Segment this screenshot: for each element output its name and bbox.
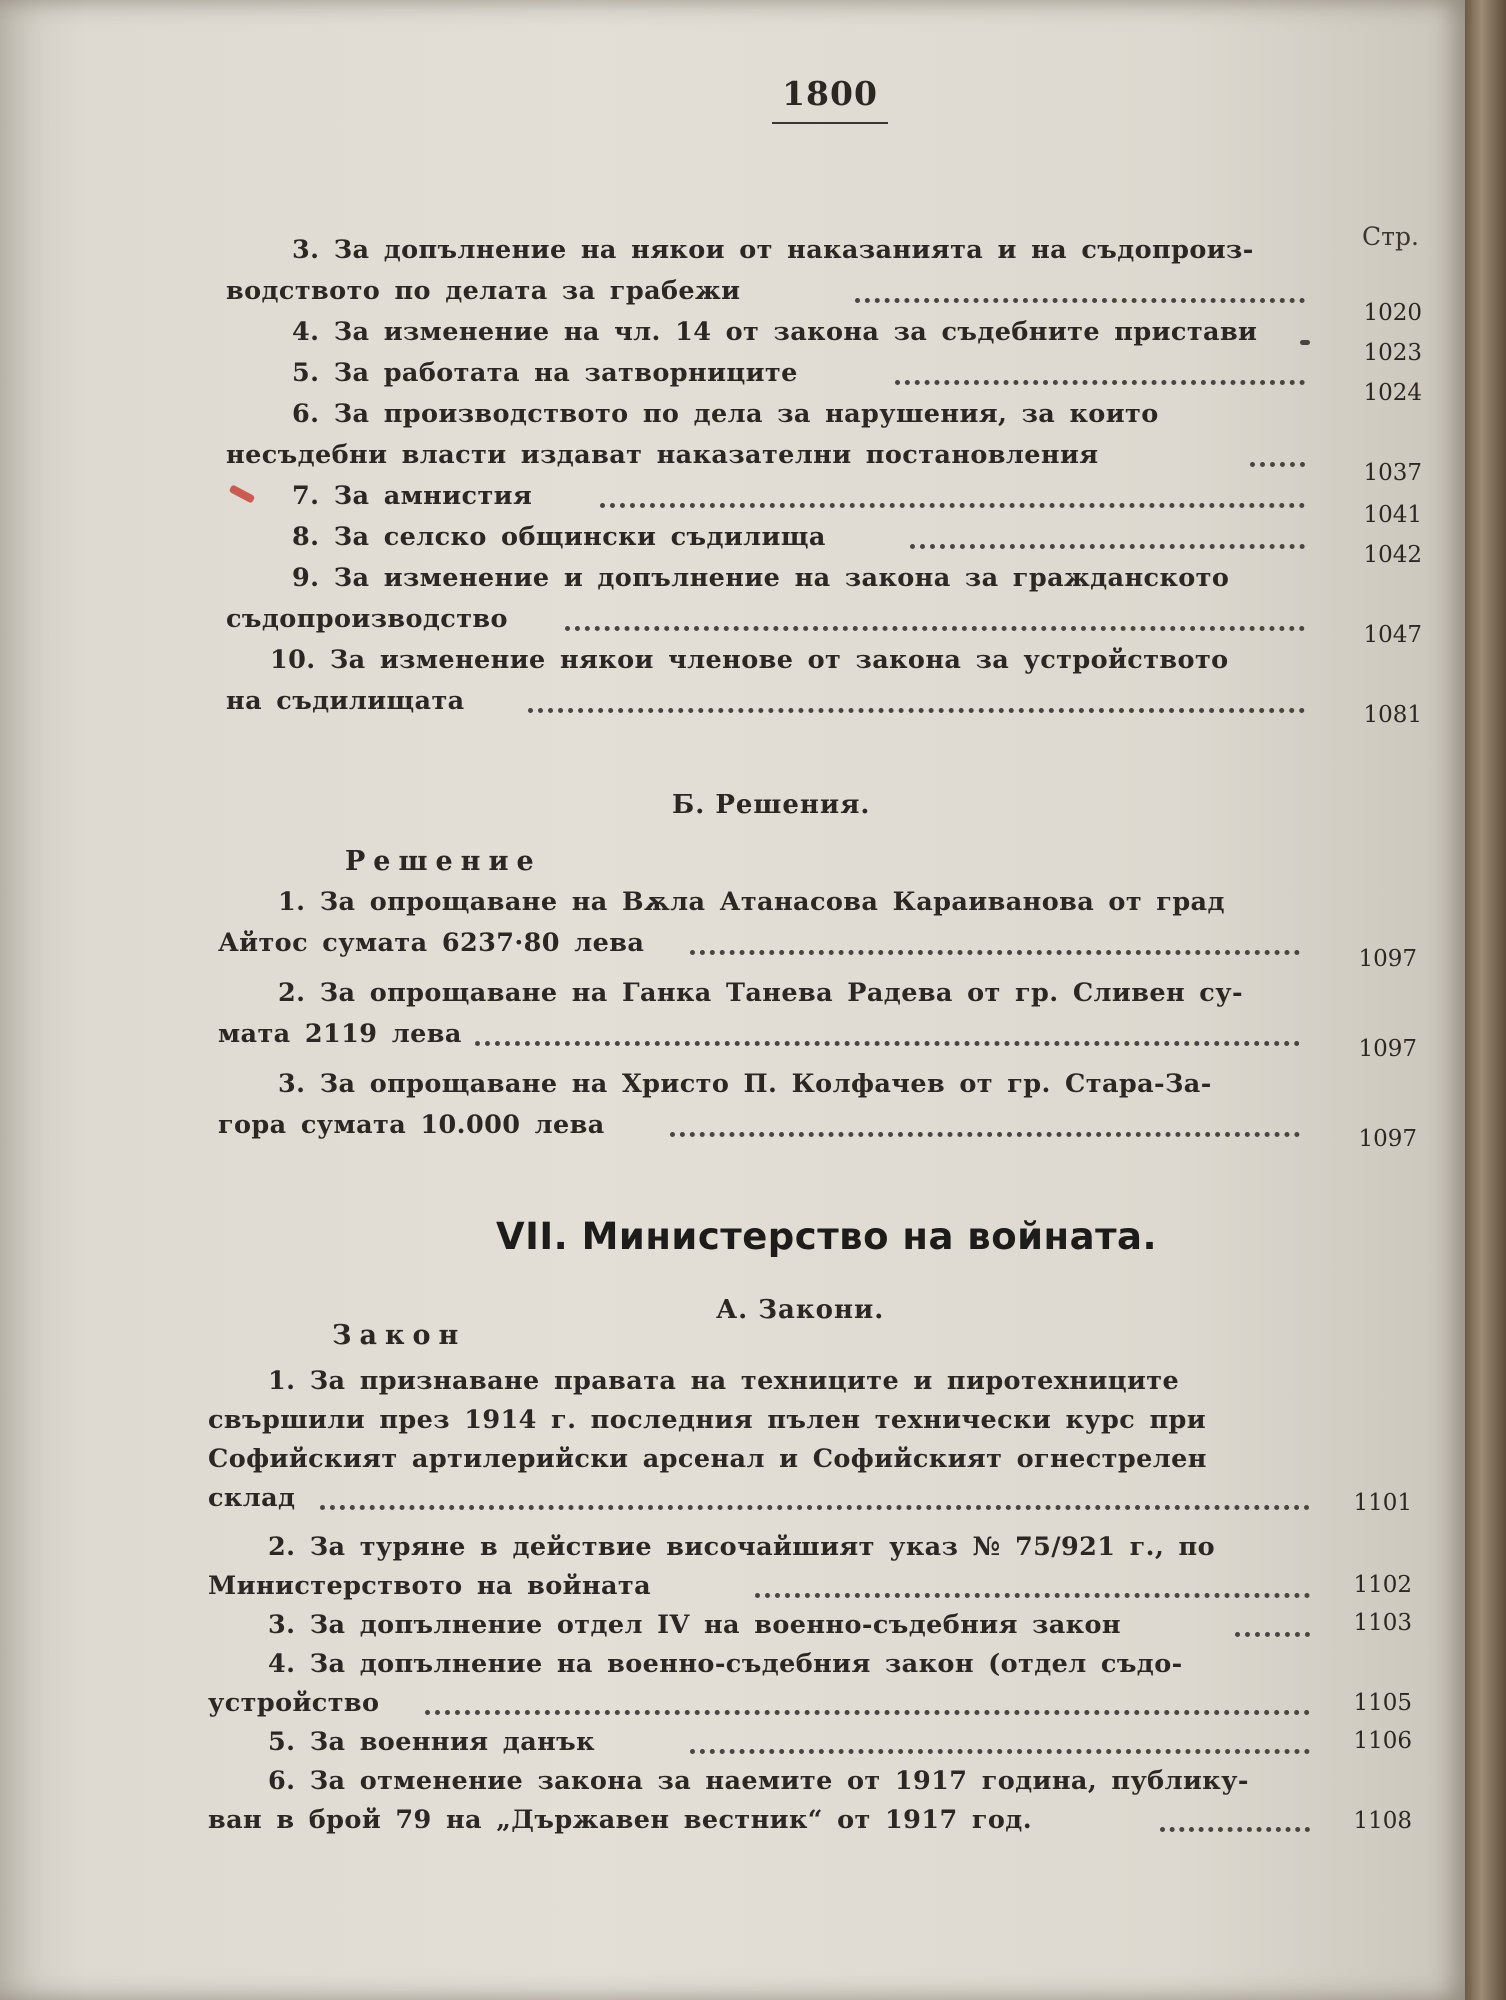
toc-line: 5. За военния данък	[268, 1727, 595, 1757]
toc-line: 5. За работата на затворниците	[292, 358, 798, 388]
toc-line: мата 2119 лева	[218, 1019, 462, 1049]
toc-line: 10. За изменение някои членове от закона за устройството	[270, 645, 1229, 675]
toc-page: 1105	[1353, 1690, 1412, 1716]
leader-dots	[690, 950, 1300, 955]
leader-dots	[600, 503, 1305, 508]
leader-dots	[425, 1710, 1310, 1715]
leader-dots	[475, 1041, 1300, 1046]
leader-dots	[1300, 340, 1310, 345]
page-number: 1800	[782, 74, 878, 113]
toc-line: 2. За туряне в действие височайшият указ № 75/921 г., по	[268, 1532, 1215, 1562]
leader-dots	[670, 1132, 1300, 1137]
leader-dots	[320, 1505, 1310, 1510]
toc-line: 2. За опрощаване на Ганка Танева Радева от гр. Сливен су-	[278, 978, 1243, 1008]
toc-page: 1097	[1358, 1126, 1417, 1152]
toc-line: 3. За допълнение отдел IV на военно-съдебния закон	[268, 1610, 1121, 1640]
leader-dots	[855, 298, 1305, 303]
toc-page: 1081	[1363, 702, 1422, 728]
toc-page: 1042	[1363, 542, 1422, 568]
toc-page: 1101	[1353, 1490, 1412, 1516]
toc-line: ван в брой 79 на „Държавен вестник“ от 1917 год.	[208, 1805, 1032, 1835]
leader-dots	[565, 626, 1305, 631]
subheading-law: Закон	[332, 1320, 467, 1351]
leader-dots	[755, 1593, 1310, 1598]
toc-line: 6. За отменение закона за наемите от 1917 година, публику-	[268, 1766, 1249, 1796]
toc-line: 3. За опрощаване на Христо П. Колфачев от гр. Стара-За-	[278, 1069, 1212, 1099]
toc-page: 1108	[1353, 1808, 1412, 1834]
book-spine	[1465, 0, 1506, 2000]
red-pencil-mark	[229, 484, 256, 503]
toc-page: 1106	[1353, 1728, 1412, 1754]
section-heading-laws: А. Закони.	[716, 1295, 885, 1325]
toc-line: 4. За допълнение на военно-съдебния закон (отдел съдо-	[268, 1649, 1183, 1679]
leader-dots	[1250, 462, 1305, 467]
toc-line: 8. За селско общински съдилища	[292, 522, 826, 552]
toc-page: 1047	[1363, 622, 1422, 648]
toc-line: 7. За амнистия	[292, 481, 533, 511]
toc-page: 1097	[1358, 1036, 1417, 1062]
toc-line: Министерството на войната	[208, 1571, 652, 1601]
page-number-underline	[772, 122, 888, 124]
section-heading-decisions: Б. Решения.	[672, 790, 871, 820]
leader-dots	[895, 380, 1305, 385]
toc-line: 4. За изменение на чл. 14 от закона за съдебните пристави	[292, 317, 1258, 347]
toc-line: 6. За производството по дела за нарушения, за които	[292, 399, 1159, 429]
toc-page: 1103	[1353, 1610, 1412, 1636]
toc-line: 1. За опрощаване на Вѫла Атанасова Караиванова от град	[278, 887, 1225, 917]
toc-line: несъдебни власти издават наказателни постановления	[226, 440, 1099, 470]
toc-line: съдопроизводство	[226, 604, 508, 634]
page-column-label: Стр.	[1362, 222, 1419, 251]
leader-dots	[1160, 1827, 1310, 1832]
toc-line: 1. За признаване правата на техниците и пиротехниците	[268, 1366, 1180, 1396]
toc-page: 1041	[1363, 502, 1422, 528]
leader-dots	[1235, 1632, 1310, 1637]
toc-line: Айтос сумата 6237·80 лева	[218, 928, 645, 958]
toc-page: 1097	[1358, 946, 1417, 972]
chapter-heading-ministry-of-war: VII. Министерство на войната.	[496, 1215, 1158, 1258]
toc-line: Софийският артилерийски арсенал и Софийският огнестрелен	[208, 1444, 1207, 1474]
toc-page: 1023	[1363, 340, 1422, 366]
toc-line: свършили през 1914 г. последния пълен технически курс при	[208, 1405, 1207, 1435]
leader-dots	[528, 708, 1305, 713]
toc-page: 1102	[1353, 1572, 1412, 1598]
leader-dots	[690, 1749, 1310, 1754]
toc-line: 9. За изменение и допълнение на закона за гражданското	[292, 563, 1230, 593]
toc-line: склад	[208, 1483, 296, 1513]
leader-dots	[910, 544, 1305, 549]
toc-line: на съдилищата	[226, 686, 465, 716]
toc-page: 1037	[1363, 460, 1422, 486]
toc-line: 3. За допълнение на някои от наказанията и на съдопроиз-	[292, 235, 1254, 265]
toc-page: 1020	[1363, 300, 1422, 326]
toc-line: водството по делата за грабежи	[226, 276, 741, 306]
toc-line: гора сумата 10.000 лева	[218, 1110, 605, 1140]
subheading-decision: Решение	[345, 846, 542, 877]
toc-page: 1024	[1363, 380, 1422, 406]
toc-line: устройство	[208, 1688, 380, 1718]
